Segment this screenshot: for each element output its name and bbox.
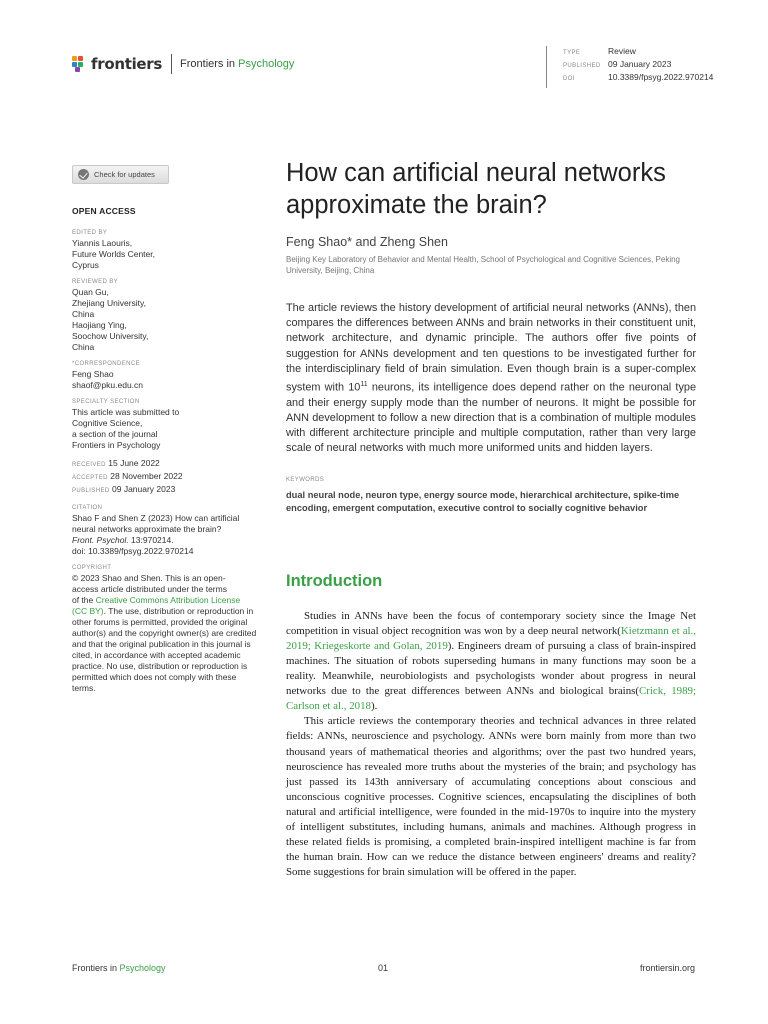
main-column bbox=[286, 157, 696, 880]
editor-line: Cyprus bbox=[72, 260, 99, 270]
copyright-label: COPYRIGHT bbox=[72, 565, 112, 571]
citation-doi[interactable]: doi: 10.3389/fpsyg.2022.970214 bbox=[72, 546, 194, 556]
copyright-of: of the bbox=[72, 595, 96, 605]
editor-line: Yiannis Laouris, bbox=[72, 238, 133, 248]
page-number: 01 bbox=[378, 963, 389, 973]
license-link[interactable]: Creative Commons Attribution bbox=[95, 595, 209, 605]
meta-doi-label: DOI bbox=[563, 76, 575, 82]
article-meta bbox=[546, 46, 713, 88]
citation-line: neural networks approximate the brain? bbox=[72, 524, 222, 534]
frontiers-logo-icon bbox=[72, 56, 88, 72]
license-link[interactable]: License (CC BY) bbox=[72, 595, 241, 616]
copyright-line: access article distributed under the terms bbox=[72, 584, 227, 594]
citation-journal: Front. Psychol. bbox=[72, 535, 129, 545]
citation-label: CITATION bbox=[72, 505, 103, 511]
published-label: PUBLISHED bbox=[72, 488, 110, 494]
article-title: How can artificial neural networks approximate the brain? bbox=[286, 159, 666, 219]
specialty-line: a section of the journal bbox=[72, 429, 158, 439]
reviewer-line: Haojiang Ying, bbox=[72, 320, 127, 330]
footer-journal-name: Psychology bbox=[119, 963, 166, 973]
correspondence-label: *CORRESPONDENCE bbox=[72, 361, 141, 367]
reviewer-line: China bbox=[72, 309, 95, 319]
dates bbox=[72, 458, 257, 497]
reviewer-line: Zhejiang University, bbox=[72, 298, 147, 308]
received-label: RECEIVED bbox=[72, 462, 106, 468]
journal-name[interactable] bbox=[180, 58, 294, 70]
copyright bbox=[72, 573, 257, 694]
citation-line: Shao F and Shen Z (2023) How can artificial bbox=[72, 513, 240, 523]
meta-type-value: Review bbox=[608, 46, 636, 56]
correspondence-name: Feng Shao bbox=[72, 369, 114, 379]
copyright-license bbox=[72, 595, 257, 694]
accepted-value: 28 November 2022 bbox=[110, 471, 183, 481]
keywords-label: KEYWORDS bbox=[286, 476, 325, 483]
sidebar bbox=[72, 165, 257, 694]
reference-link[interactable]: Kietzmann et al., 2019; Kriegeskorte and Golan, 2019 bbox=[286, 624, 696, 652]
meta-doi bbox=[563, 72, 713, 85]
citation-source bbox=[72, 535, 257, 546]
header-logo[interactable] bbox=[72, 54, 294, 74]
received-value: 15 June 2022 bbox=[108, 458, 160, 468]
affiliation: Beijing Key Laboratory of Behavior and Mental Health, School of Psychological and Cognitive Sciences, Peking University, Beijing, China bbox=[286, 255, 681, 275]
authors[interactable]: Feng Shao* and Zheng Shen bbox=[286, 235, 448, 249]
editor-line: Future Worlds Center, bbox=[72, 249, 155, 259]
meta-doi-value[interactable]: 10.3389/fpsyg.2022.970214 bbox=[608, 72, 714, 82]
open-access-label: OPEN ACCESS bbox=[72, 206, 136, 216]
specialty-line: Frontiers in Psychology bbox=[72, 440, 161, 450]
meta-type bbox=[563, 46, 713, 59]
citation-volume: 13:970214. bbox=[128, 535, 174, 545]
paragraph-text: ). Engineers dream of pursuing a class of brain-inspired machines. The situation of robots superseding humans in many functions may soon be a reality. Meanwhile, neurobiologists and psychologists wonder about progress in neural networks due to the great differences between ANNs and biological brains( bbox=[286, 639, 696, 698]
abstract bbox=[286, 301, 696, 457]
paragraph-text: ). bbox=[371, 700, 378, 713]
journal-title: Psychology bbox=[238, 58, 295, 70]
footer-site-link[interactable]: frontiersin.org bbox=[639, 963, 695, 973]
edited-by-label: EDITED BY bbox=[72, 230, 108, 236]
received-date bbox=[72, 458, 257, 471]
reviewed-by-label: REVIEWED BY bbox=[72, 279, 119, 285]
abstract-superscript: 11 bbox=[360, 381, 368, 389]
published-date bbox=[72, 484, 257, 497]
meta-published bbox=[563, 59, 713, 72]
footer-journal-prefix: Frontiers in bbox=[72, 963, 118, 973]
intro-heading: Introduction bbox=[286, 571, 383, 590]
footer-journal[interactable] bbox=[72, 963, 166, 973]
citation bbox=[72, 513, 257, 557]
accepted-label: ACCEPTED bbox=[72, 475, 108, 481]
meta-type-label: TYPE bbox=[563, 50, 581, 56]
meta-published-value: 09 January 2023 bbox=[608, 59, 672, 69]
check-updates-label: Check for updates bbox=[94, 170, 155, 179]
edited-by bbox=[72, 238, 257, 271]
specialty-label: SPECIALTY SECTION bbox=[72, 399, 140, 405]
accepted-date bbox=[72, 471, 257, 484]
published-value: 09 January 2023 bbox=[112, 484, 176, 494]
check-updates-icon bbox=[78, 169, 89, 180]
correspondence-email[interactable]: shaof@pku.edu.cn bbox=[72, 380, 144, 390]
meta-published-label: PUBLISHED bbox=[563, 63, 601, 69]
reviewed-by bbox=[72, 287, 257, 353]
logo-wordmark: frontiers bbox=[91, 55, 163, 73]
reference-link[interactable]: Crick, 1989; Carlson et al., 2018 bbox=[286, 685, 697, 713]
reviewer-line: Soochow University, bbox=[72, 331, 149, 341]
reviewer-line: Quan Gu, bbox=[72, 287, 109, 297]
abstract-text: The article reviews the history development of artificial neural networks (ANNs), then compares the differences between ANNs and brain networks in their constituent unit, network architecture, and dynamic principle. The authors offer five points of suggestion for ANNs development and ten questions to be investigated further for the interdisciplinary field of brain simulation. Even though brain is a super-complex system with 10 bbox=[286, 302, 696, 394]
header-divider bbox=[171, 54, 172, 74]
abstract-text: neurons, its intelligence does depend rather on the neuronal type and their energy supply mode than the number of neurons. It might be possible for ANN development to follow a new direction that is a combination of multiple modules with different architecture principle and multiple computation, rather than very large scale of neural networks with much more uniformed units and hidden layers. bbox=[286, 381, 697, 455]
keywords: dual neural node, neuron type, energy source mode, hierarchical architecture, spike-time encoding, emergent computation, executive control to socially cognitive behavior bbox=[286, 489, 680, 514]
body-paragraph bbox=[286, 609, 696, 715]
copyright-line: © 2023 Shao and Shen. This is an open- bbox=[72, 573, 226, 583]
paragraph-text: Studies in ANNs have been the focus of contemporary society since the Image Net competition in visual object recognition was won by a deep neural network( bbox=[286, 609, 696, 637]
copyright-rest: . The use, distribution or reproduction in other forums is permitted, provided the original author(s) and the copyright owner(s) are credited and that the original publication in this journal is cited, in accordance with accepted academic practice. No use, distribution or reproduction is permitted which does not comply with these terms. bbox=[72, 606, 257, 693]
reviewer-line: China bbox=[72, 342, 95, 352]
check-updates-button[interactable] bbox=[72, 165, 169, 184]
specialty-line: This article was submitted to bbox=[72, 407, 180, 417]
journal-prefix: Frontiers in bbox=[180, 58, 236, 70]
body-paragraph: This article reviews the contemporary theories and technical advances in three related fields: ANNs, neuroscience and psychology. ANNs were born mainly from more than two thousand years of mathematical theories and algorithms; over the past two hundred years, neuroscience has revealed more truths about the mysteries of the brain; and psychology has just passed its 143th anniversary of accumulating conceptions about conscious and unconscious cognitive processes. Cognitive sciences, encapsulating the disciplines of both natural and artificial intelligence, were founded in the mid-1970s to inquire into the mystery of intelligent substitutes, including humans, animals and machines. Although progress in these related fields is promising, a completed brain-inspired intelligent machine is far from the human brain. How can we reduce the distance between engineers' dreams and reality? Some suggestions for brain simulation will be offered in the paper. bbox=[286, 715, 696, 879]
specialty-line: Cognitive Science, bbox=[72, 418, 143, 428]
